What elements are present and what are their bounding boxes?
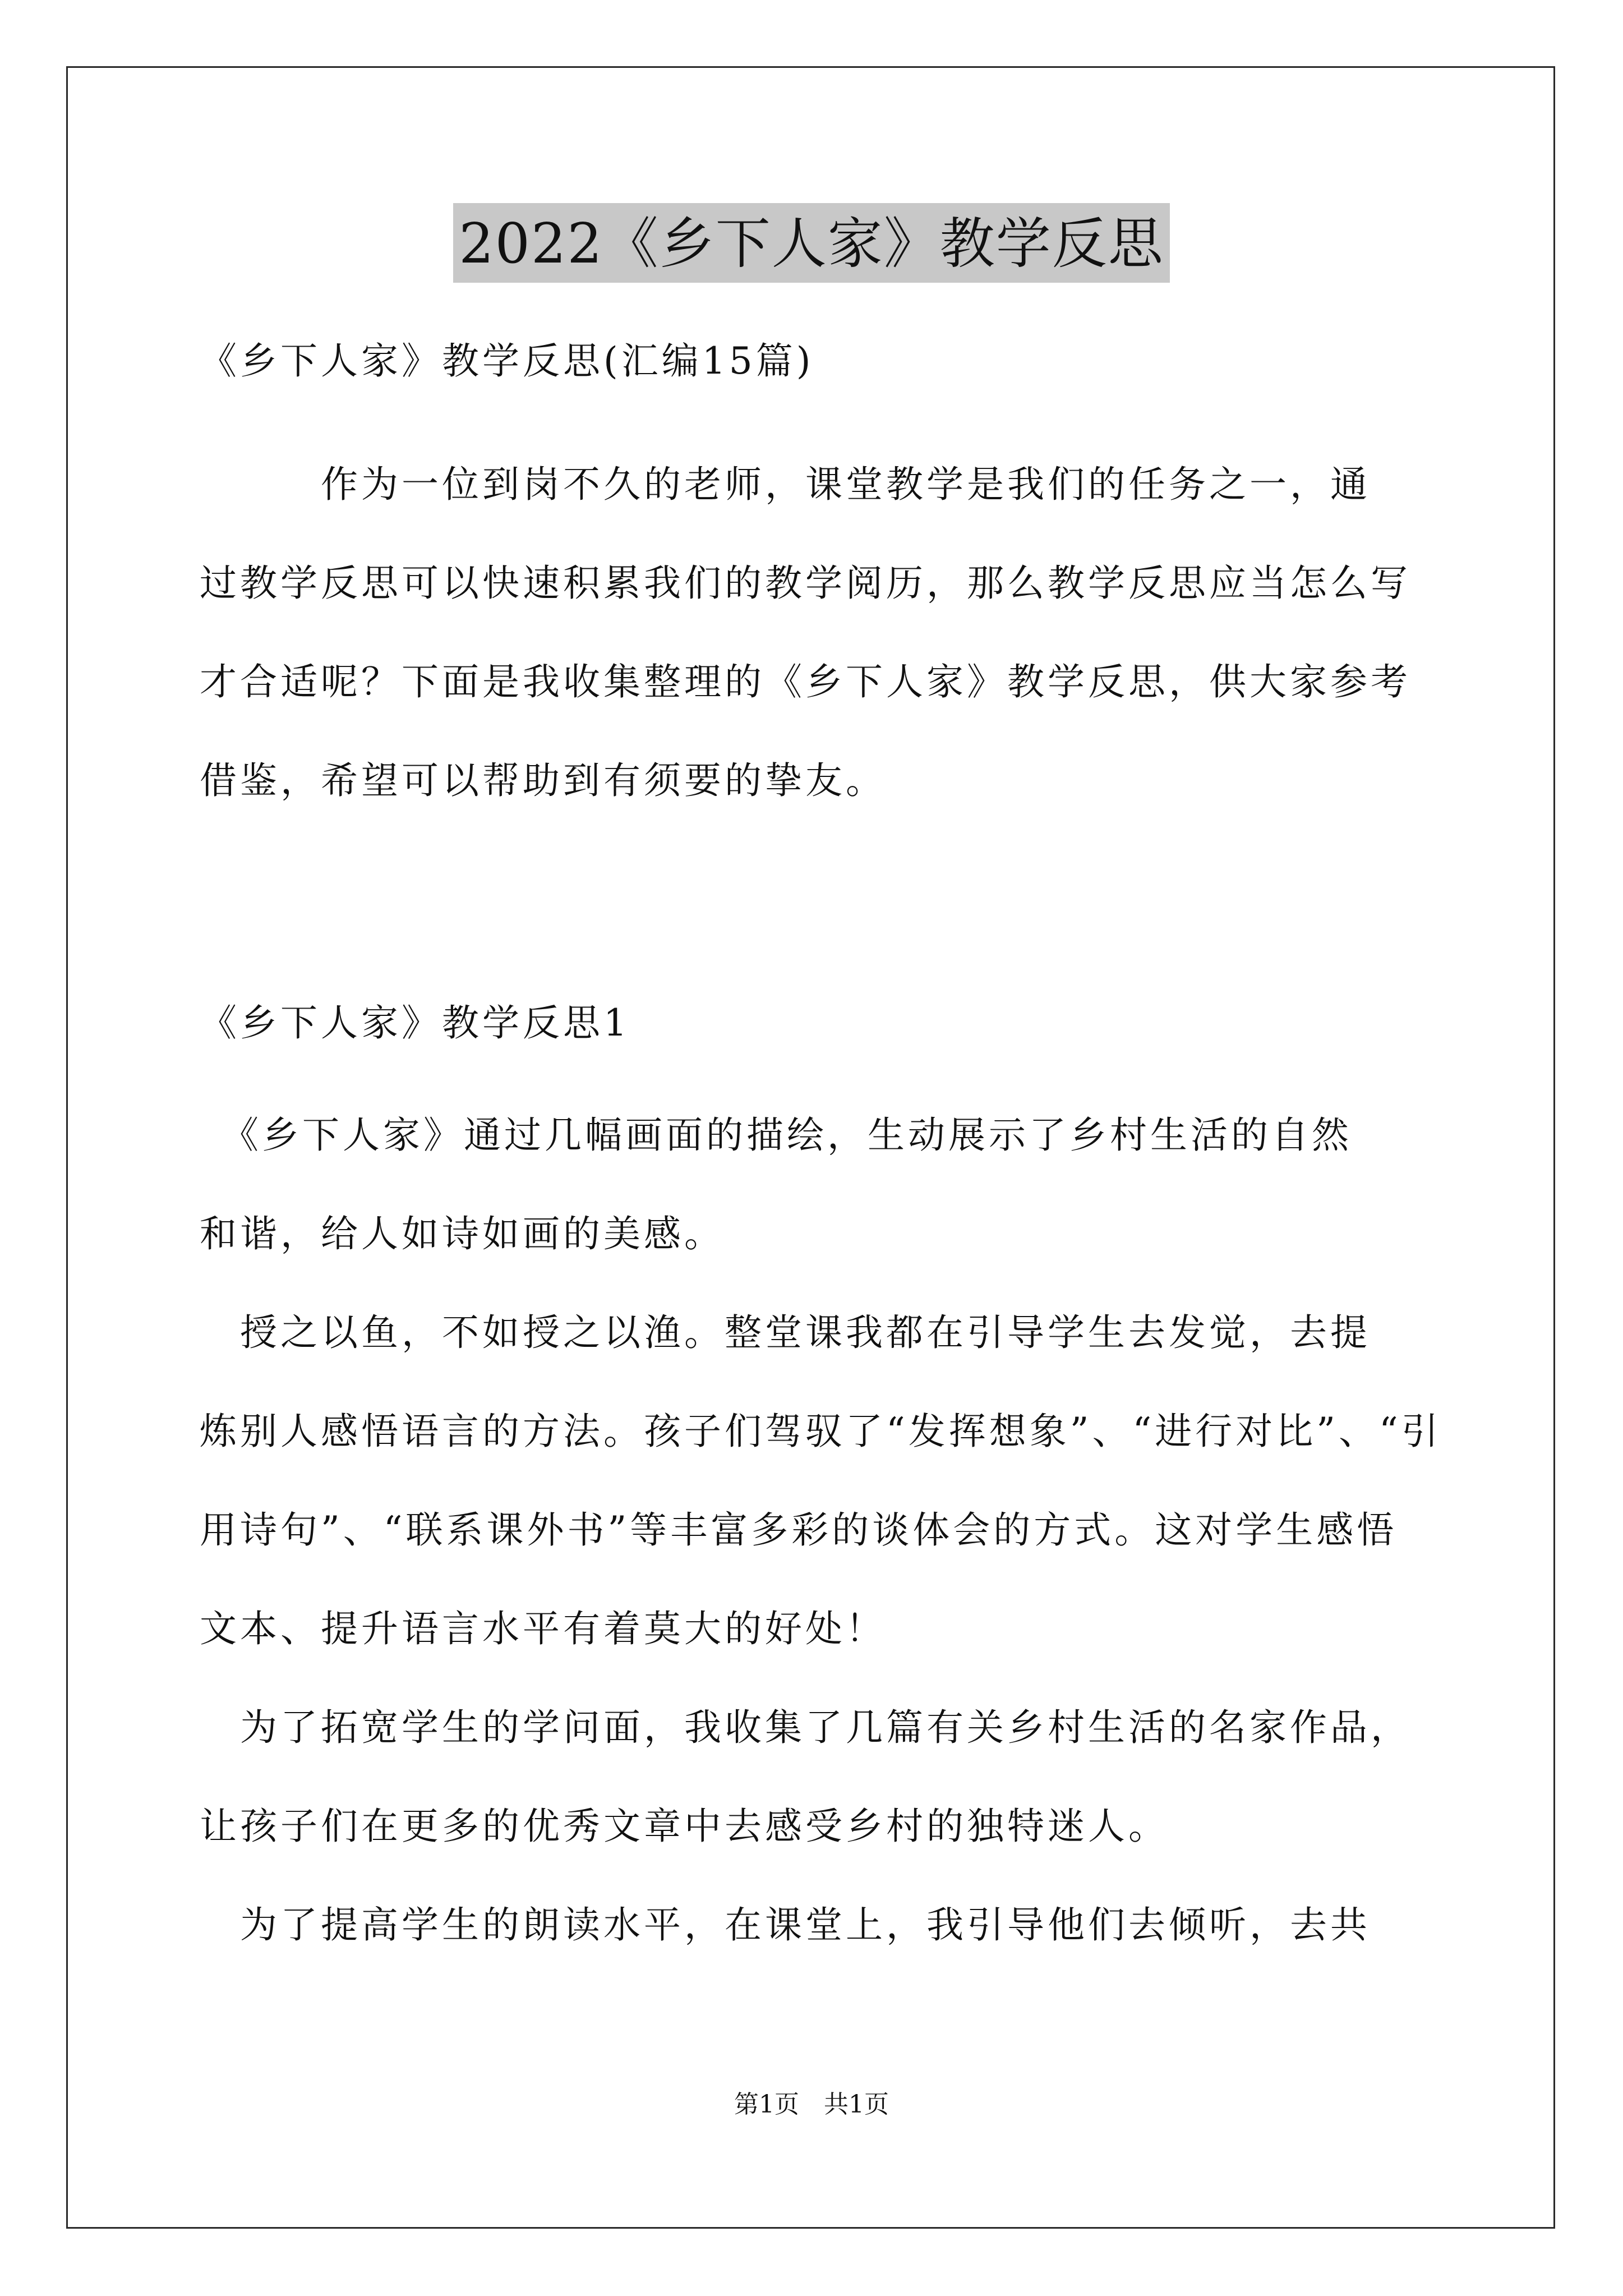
section-body	[200, 1086, 1442, 1975]
body-line: 炼别人感悟语言的方法。孩子们驾驭了“发挥想象”、“进行对比”、“引	[200, 1410, 1442, 1453]
section-heading-block	[200, 974, 1433, 1073]
body-line: 用诗句”、“联系课外书”等丰富多彩的谈体会的方式。这对学生感悟	[200, 1508, 1398, 1552]
body-line: 为了拓宽学生的学问面，我收集了几篇有关乡村生活的名家作品，	[200, 1706, 1411, 1749]
intro-line: 借鉴，希望可以帮助到有须要的挚友。	[200, 759, 886, 802]
title-container	[0, 203, 1623, 283]
subtitle-block	[200, 312, 1433, 411]
body-line: 《乡下人家》通过几幅画面的描绘，生动展示了乡村生活的自然	[200, 1114, 1352, 1157]
intro-line: 过教学反思可以快速积累我们的教学阅历，那么教学反思应当怎么写	[200, 562, 1411, 605]
subtitle: 《乡下人家》教学反思(汇编15篇)	[200, 339, 814, 383]
body-line: 让孩子们在更多的优秀文章中去感受乡村的独特迷人。	[200, 1805, 1169, 1848]
intro-line: 作为一位到岗不久的老师，课堂教学是我们的任务之一，通	[200, 463, 1371, 506]
section-heading: 《乡下人家》教学反思1	[200, 1001, 630, 1045]
intro-paragraph	[200, 435, 1433, 830]
body-line: 授之以鱼，不如授之以渔。整堂课我都在引导学生去发觉，去提	[200, 1311, 1371, 1354]
document-title: 2022《乡下人家》教学反思	[453, 203, 1169, 283]
intro-line: 才合适呢？下面是我收集整理的《乡下人家》教学反思，供大家参考	[200, 660, 1411, 703]
body-line: 为了提高学生的朗读水平，在课堂上，我引导他们去倾听，去共	[200, 1903, 1371, 1947]
body-line: 文本、提升语言水平有着莫大的好处！	[200, 1607, 886, 1650]
page-footer: 第1页 共1页	[734, 2090, 889, 2119]
body-line: 和谐，给人如诗如画的美感。	[200, 1212, 725, 1255]
